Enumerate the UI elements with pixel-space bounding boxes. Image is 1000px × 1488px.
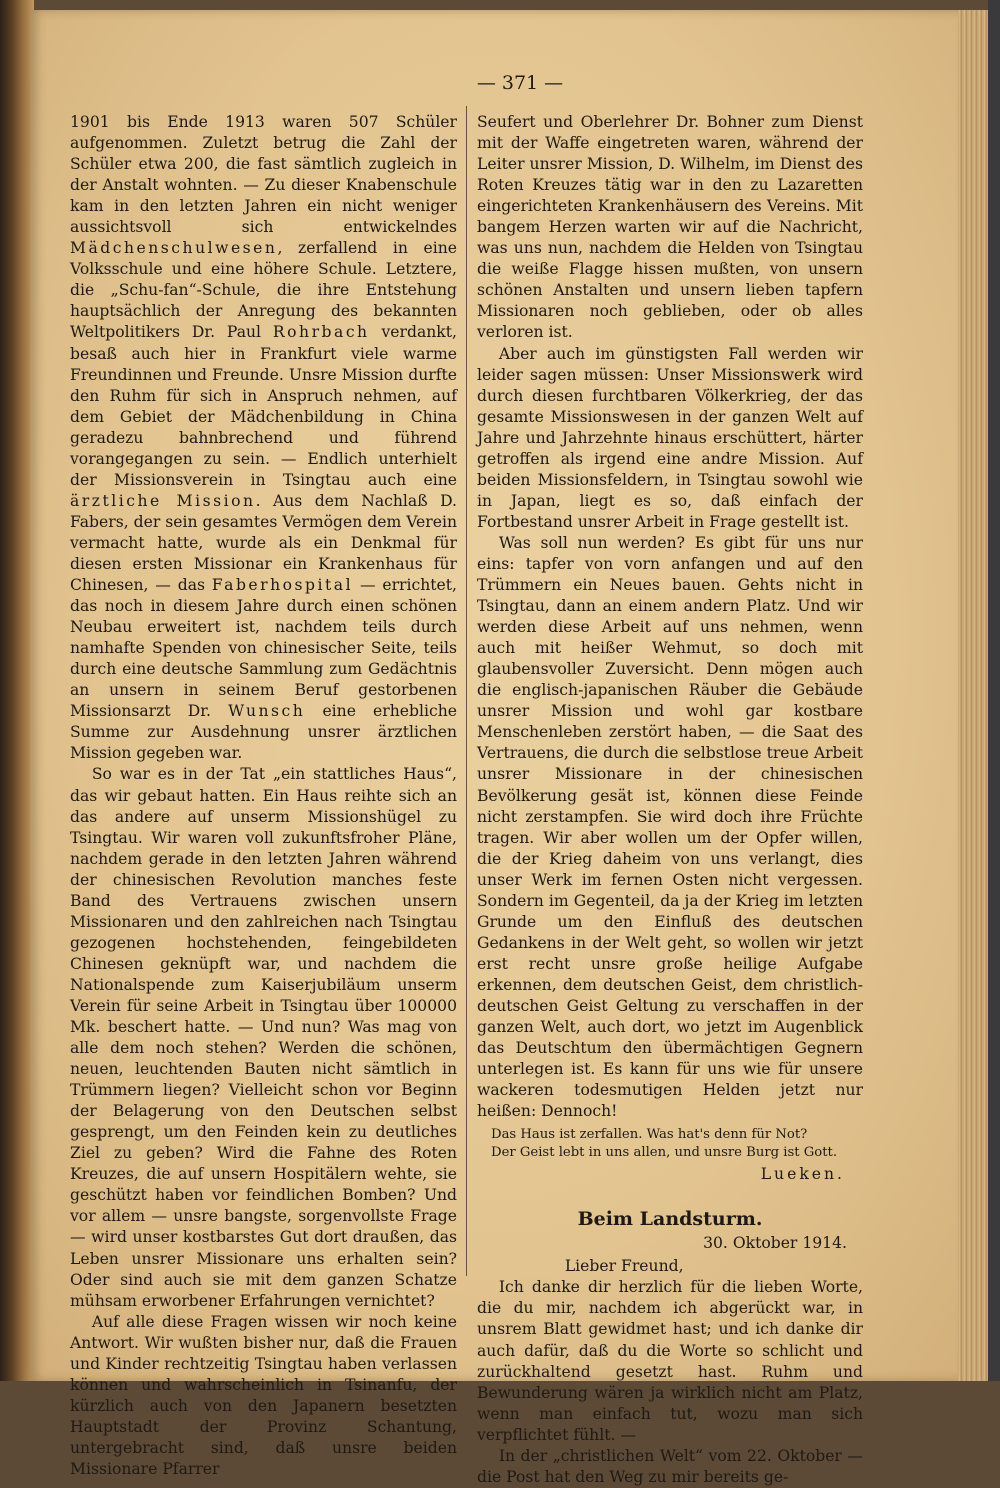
- column-divider: [466, 106, 467, 1276]
- section-heading: Beim Landsturm.: [577, 1208, 763, 1231]
- poem-line: Das Haus ist zerfallen. Was hat's denn für Not?: [491, 1127, 808, 1143]
- paragraph: Ich danke dir herzlich für die lieben Worte, die du mir, nachdem ich abgerückt war, in unsrem Blatt gewidmet hast; und ich danke dir auch dafür, daß du die Worte so schlicht und zurückhaltend gesetzt hast. Ruhm und Bewunderung wären ja wirklich nicht am Platz, wenn man einfach tut, wozu man sich verpflichtet fühlt. —: [477, 1278, 863, 1444]
- emphasis: Mädchenschulwesen: [70, 239, 278, 258]
- left-column: [70, 112, 457, 1478]
- book-cover-edge: [988, 0, 1000, 1381]
- emphasis: Wunsch: [228, 702, 306, 721]
- book-binding: [0, 0, 34, 1381]
- author-signature: Lueken.: [760, 1165, 845, 1184]
- poem-line: Der Geist lebt in uns allen, und unsre Burg ist Gott.: [491, 1145, 838, 1161]
- emphasis: ärztliche Mission: [70, 491, 256, 510]
- paragraph: In der „christlichen Welt“ vom 22. Oktober — die Post hat den Weg zu mir bereits ge-: [477, 1446, 863, 1486]
- text-run: — errichtet, das noch in diesem Jahre durch einen schönen Neubau erweitert ist, nachdem teils durch namhafte Spenden von chinesischer Seite, teils durch eine deutsche Sammlung zum Gedächtnis an unsern in seinem Beruf gestorbenen Missionsarzt Dr.: [70, 576, 457, 721]
- dateline: 30. Oktober 1914.: [703, 1234, 847, 1253]
- right-column: [477, 112, 863, 1486]
- text-run: verdankt, besaß auch hier in Frankfurt viele warme Freundinnen und Freunde. Unsre Mission durfte den Ruhm für sich in Anspruch nehmen, auf dem Gebiet der Mädchenbildung in China geradezu bahnbrechend und führend vorangegangen zu sein. — Endlich unterhielt der Missionsverein in Tsingtau auch eine: [70, 323, 457, 489]
- paragraph: So war es in der Tat „ein stattliches Haus“, das wir gebaut hatten. Ein Haus reihte sich an das andere auf unserm Missionshügel zu Tsingtau. Wir waren voll zukunftsfroher Pläne, nachdem gerade in den letzten Jahren während der chinesischen Revolution manches feste Band des Vertrauens zwischen unsern Missionaren und den zahlreichen nach Tsingtau gezogenen hochstehenden, feingebildeten Chinesen geknüpft war, und nachdem die Nationalspende zum Kaiserjubiläum unserm Verein für seine Arbeit in Tsingtau über 100000 Mk. beschert hatte. — Und nun? Was mag von alle dem noch stehen? Werden die schönen, neuen, leuchtenden Bauten nicht sämtlich in Trümmern liegen? Vielleicht schon vor Beginn der Belagerung von den Deutschen selbst gesprengt, um den Feinden kein zu deutliches Ziel zu geben? Wird die Fahne des Roten Kreuzes, die auf unsern Hospitälern wehte, sie geschützt haben vor feindlichen Bomben? Und vor allem — unsre bangste, sorgenvollste Frage — wird unser kostbarstes Gut dort draußen, das Leben unsrer Missionare uns erhalten sein? Oder sind auch sie mit dem ganzen Schatze mühsam erworbener Erfahrungen vernichtet?: [70, 765, 457, 1310]
- poem: [491, 1126, 863, 1162]
- paragraph: Aber auch im günstigsten Fall werden wir leider sagen müssen: Unser Missionswerk wird durch diesen furchtbaren Völkerkrieg, der das gesamte Missionswesen in der ganzen Welt auf Jahre und Jahrzehnte hinaus erschüttert, härter getroffen als irgend eine andre Mission. Auf beiden Missionsfeldern, in Tsingtau sowohl wie in Japan, liegt es so, daß einfach der Fortbestand unsrer Arbeit in Frage gestellt ist.: [477, 344, 863, 531]
- emphasis: Faberhospital: [211, 576, 354, 595]
- paragraph: Was soll nun werden? Es gibt für uns nur eins: tapfer von vorn anfangen und auf den Trümmern ein Neues bauen. Gehts nicht in Tsingtau, dann an einem andern Platz. Und wir werden diese Arbeit auf uns nehmen, wenn auch mit heißer Wehmut, so doch mit glaubensvoller Zuversicht. Denn mögen auch die englisch-japanischen Räuber die Gebäude unsrer Mission und wohl gar kostbare Menschenleben zerstört haben, — die Saat des Vertrauens, die durch die selbstlose treue Arbeit unsrer Missionare in der chinesischen Bevölkerung gesät ist, können diese Feinde nicht zerstampfen. Sie wird doch ihre Früchte tragen. Wir aber wollen um der Opfer willen, die der Krieg daheim von uns verlangt, dies unser Werk im fernen Osten nicht vergessen. Sondern im Gegenteil, da ja der Krieg im letzten Grunde um den Einfluß des deutschen Gedankens in der Welt geht, so wollen wir jetzt erst recht unsre große heilige Aufgabe erkennen, dem deutschen Geist, dem christlich-deutschen Geist Geltung zu verschaffen in der ganzen Welt, auch dort, wo jetzt im Augenblick das Deutschtum den übermächtigen Gegnern unterlegen ist. Es kann für uns wie für unsere wackeren todesmutigen Helden jetzt nur heißen: Dennoch!: [477, 533, 863, 1121]
- paragraph: Seufert und Oberlehrer Dr. Bohner zum Dienst mit der Waffe eingetreten waren, während der Leiter unsrer Mission, D. Wilhelm, im Dienst des Roten Kreuzes tätig war in den zu Lazaretten eingerichteten Krankenhäusern des Vereins. Mit bangem Herzen warten wir auf die Nachricht, was uns nun, nachdem die Helden von Tsingtau die weiße Flagge hissen mußten, von unsern schönen Anstalten und unsern lieben tapfern Missionaren noch geblieben, oder ob alles verloren ist.: [477, 113, 863, 342]
- text-run: , zerfallend in eine Volksschule und eine höhere Schule. Letztere, die „Schu-fan“-Schule, die ihre Entstehung hauptsächlich der Anregung des bekannten Weltpolitikers Dr. Paul: [70, 239, 457, 342]
- text-run: 1901 bis Ende 1913 waren 507 Schüler aufgenommen. Zuletzt betrug die Zahl der Schüler etwa 200, die fast sämtlich zugleich in der Anstalt wohnten. — Zu dieser Knabenschule kam in den letzten Jahren ein nicht weniger aussichtsvoll sich entwickelndes: [70, 113, 457, 237]
- salutation: Lieber Freund,: [564, 1257, 684, 1276]
- text-run: eine erhebliche Summe zur Ausdehnung unsrer ärztlichen Mission gegeben war.: [70, 702, 457, 763]
- emphasis: Rohrbach: [272, 323, 370, 342]
- paragraph: [70, 112, 457, 764]
- text-run: . Aus dem Nachlaß D. Fabers, der sein gesamtes Vermögen dem Verein vermacht hatte, wurde als ein Denkmal für diesen ersten Missionar ein Krankenhaus für Chinesen, — das: [70, 491, 457, 595]
- paragraph: Auf alle diese Fragen wissen wir noch keine Antwort. Wir wußten bisher nur, daß die Frauen und Kinder rechtzeitig Tsingtau haben verlassen können und wahrscheinlich in Tsinanfu, der kürzlich auch von den Japanern besetzten Hauptstadt der Provinz Schantung, untergebracht sind, daß unsre beiden Missionare Pfarrer: [70, 1312, 457, 1478]
- page-number: — 371 —: [476, 72, 564, 94]
